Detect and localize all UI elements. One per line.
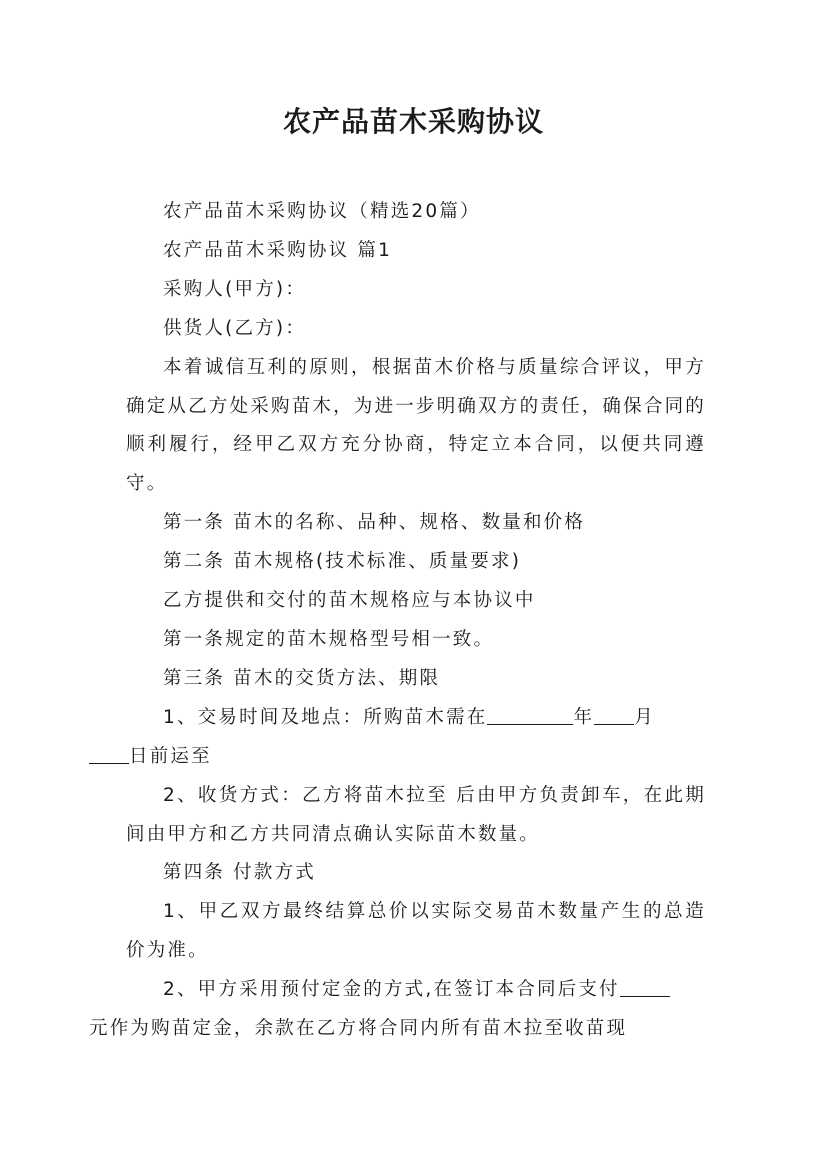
paragraph-delivery-date [126,699,706,777]
fill-in-blank [594,705,634,725]
fill-in-blank [89,744,129,764]
deposit-text: 2、甲方采用预付定金的方式,在签订本合同后支付 [163,979,620,1001]
paragraph: 1、甲乙双方最终结算总价以实际交易苗木数量产生的总造价为准。 [126,901,706,962]
paragraph: 第二条 苗木规格(技术标准、质量要求) [163,551,522,573]
paragraph: 第一条规定的苗木规格型号相一致。 [163,628,495,650]
document-title: 农产品苗木采购协议 [282,105,544,138]
paragraph: 第一条 苗木的名称、品种、规格、数量和价格 [163,512,586,534]
month-text: 月 [634,706,655,728]
paragraph: 2、收货方式：乙方将苗木拉至 后由甲方负责卸车，在此期间由甲方和乙方共同清点确认实际苗木数量。 [126,784,706,845]
paragraph: 采购人(甲方)： [163,278,307,300]
paragraph: 乙方提供和交付的苗木规格应与本协议中 [163,590,536,612]
fill-in-blank [487,705,573,725]
paragraph-deposit [89,971,706,1049]
fill-in-blank [620,978,670,998]
day-text: 日前运至 [129,745,212,767]
paragraph: 本着诚信互利的原则，根据苗木价格与质量综合评议，甲方确定从乙方处采购苗木，为进一步明确双方的责任，确保合同的顺利履行，经甲乙双方充分协商，特定立本合同，以便共同遵守。 [126,356,706,495]
deposit-text-continued: 元作为购苗定金，余款在乙方将合同内所有苗木拉至收苗现 [89,1018,628,1040]
paragraph: 第四条 付款方式 [163,862,316,884]
year-text: 年 [573,706,595,728]
delivery-date-text: 1、交易时间及地点：所购苗木需在 [163,706,488,728]
paragraph: 农产品苗木采购协议 篇1 [163,239,393,261]
paragraph: 农产品苗木采购协议（精选20篇） [163,201,481,222]
paragraph: 供货人(乙方)： [163,317,307,339]
document-body [89,193,706,1049]
paragraph: 第三条 苗木的交货方法、期限 [163,667,441,689]
